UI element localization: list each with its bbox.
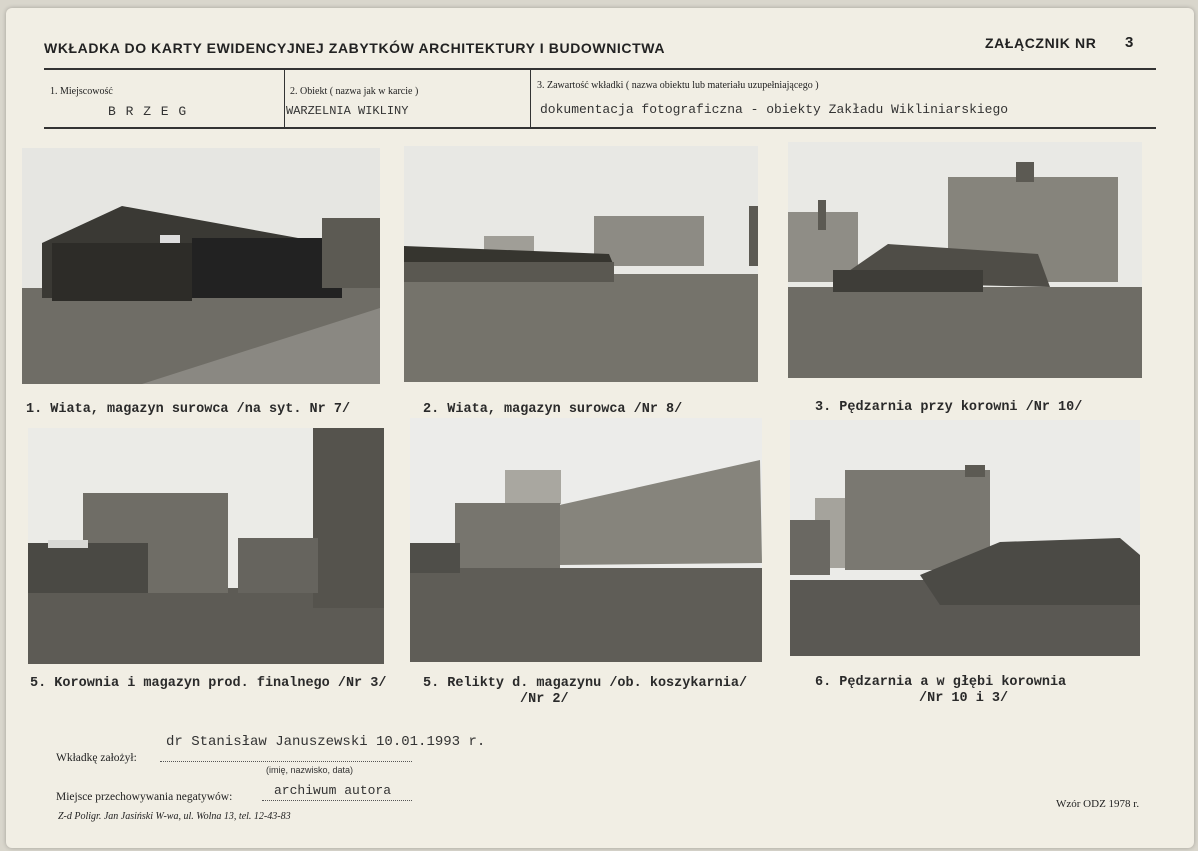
header-rule-bottom	[44, 127, 1156, 129]
printer-info: Z-d Poligr. Jan Jasiński W-wa, ul. Wolna 13, tel. 12-43-83	[58, 811, 291, 822]
annex-label: ZAŁĄCZNIK NR	[985, 35, 1097, 51]
negatives-value: archiwum autora	[274, 783, 392, 798]
author-typed: dr Stanisław Januszewski 10.01.1993 r.	[166, 734, 486, 750]
form-code: Wzór ODZ 1978 r.	[1056, 798, 1140, 810]
photo-3	[788, 142, 1142, 378]
header-rule-top	[44, 68, 1156, 70]
field-divider-2	[530, 69, 531, 127]
content-label: 3. Zawartość wkładki ( nazwa obiektu lub materiału uzupełniającego )	[537, 80, 819, 91]
author-hint: (imię, nazwisko, data)	[266, 765, 354, 775]
photo-6	[790, 420, 1140, 656]
document-title: WKŁADKA DO KARTY EWIDENCYJNEJ ZABYTKÓW ARCHITEKTURY I BUDOWNICTWA	[44, 40, 666, 56]
caption-1: 1. Wiata, magazyn surowca /na syt. Nr 7/	[26, 402, 351, 417]
field-divider-1	[284, 69, 285, 127]
author-dotted-line	[160, 761, 412, 762]
author-label: Wkładkę założył:	[56, 752, 137, 764]
caption-6: 6. Pędzarnia a w głębi korownia	[815, 675, 1067, 690]
photo-5	[410, 418, 762, 662]
photo-1	[22, 148, 380, 384]
content-value: dokumentacja fotograficzna - obiekty Zakładu Wikliniarskiego	[540, 102, 1009, 117]
caption-2: 2. Wiata, magazyn surowca /Nr 8/	[423, 402, 683, 417]
caption-6-cont: /Nr 10 i 3/	[919, 691, 1009, 706]
locality-value: B R Z E G	[108, 104, 188, 119]
object-value: WARZELNIA WIKLINY	[286, 104, 409, 118]
caption-3: 3. Pędzarnia przy korowni /Nr 10/	[815, 400, 1083, 415]
caption-5: 5. Relikty d. magazynu /ob. koszykarnia/	[423, 676, 748, 691]
negatives-dotted-line	[262, 800, 412, 801]
photo-2	[404, 146, 758, 382]
object-label: 2. Obiekt ( nazwa jak w karcie )	[290, 86, 419, 97]
photo-4	[28, 428, 384, 664]
negatives-label: Miejsce przechowywania negatywów:	[56, 791, 233, 803]
caption-4: 5. Korownia i magazyn prod. finalnego /Nr 3/	[30, 676, 387, 691]
locality-label: 1. Miejscowość	[50, 86, 113, 97]
caption-5-cont: /Nr 2/	[520, 692, 569, 707]
annex-number: 3	[1125, 34, 1134, 51]
